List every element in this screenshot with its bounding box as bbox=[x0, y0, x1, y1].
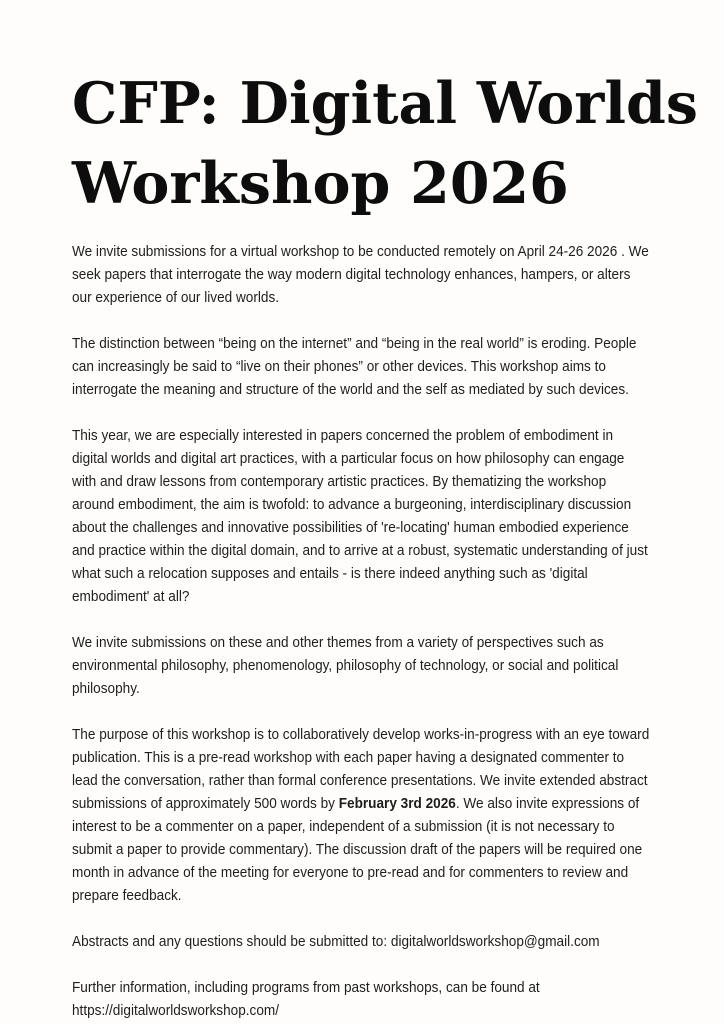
paragraph-purpose bbox=[72, 723, 652, 907]
further-info-url: https://digitalworldsworkshop.com/ bbox=[72, 1002, 280, 1019]
further-info-label: Further information, including programs from past workshops, can be found at bbox=[72, 979, 540, 996]
title-line-1: CFP: Digital Worlds bbox=[72, 70, 698, 137]
paragraph-theme: This year, we are especially interested in papers concerned the problem of embodiment in digital worlds and digital art practices, with a particular focus on how philosophy can engage with and draw lessons from contemporary artistic practices. By thematizing the workshop around embodiment, the aim is twofold: to advance a burgeoning, interdisciplinary discussion about the challenges and innovative possibilities of 're-locating' human embodied experience and practice within the digital domain, and to arrive at a robust, systematic understanding of just what such a relocation supposes and entails - is there indeed anything such as 'digital embodiment' at all? bbox=[72, 427, 648, 605]
paragraph-intro: We invite submissions for a virtual workshop to be conducted remotely on April 24-26 2026 . We seek papers that interrogate the way modern digital technology enhances, hampers, or alters our experience of our lived worlds. bbox=[72, 243, 649, 306]
paragraph-submission-contact bbox=[72, 930, 652, 953]
deadline-date: February 3rd 2026 bbox=[338, 795, 456, 812]
paragraph-distinction: The distinction between “being on the internet” and “being in the real world” is eroding. People can increasingly be said to “live on their phones” or other devices. This workshop aims to interrogate the meaning and structure of the world and the self as mediated by such devices. bbox=[72, 335, 637, 398]
submission-contact-label: Abstracts and any questions should be submitted to: bbox=[72, 933, 391, 950]
document-body bbox=[72, 240, 652, 1022]
submission-email-address: digitalworldsworkshop@gmail.com bbox=[390, 933, 600, 950]
purpose-text-after-deadline: . We also invite expressions of interest to be a commenter on a paper, independent of a submission (it is not necessary to submit a paper to provide commentary). The discussion draft of the papers will be required one month in advance of the meeting for everyone to pre-read and for commenters to review and prepare feedback. bbox=[72, 795, 643, 904]
purpose-text-before-deadline: The purpose of this workshop is to collaboratively develop works-in-progress with an eye toward publication. This is a pre-read workshop with each paper having a designated commenter to lead the conversation, rather than formal conference presentations. We invite extended abstract submissions of approximately 500 words by bbox=[72, 726, 650, 812]
paragraph-further-info bbox=[72, 976, 652, 1022]
paragraph-perspectives: We invite submissions on these and other themes from a variety of perspectives such as environmental philosophy, phenomenology, philosophy of technology, or social and political philosophy. bbox=[72, 634, 619, 697]
title-line-2: Workshop 2026 bbox=[72, 150, 569, 217]
page-title bbox=[72, 64, 698, 224]
